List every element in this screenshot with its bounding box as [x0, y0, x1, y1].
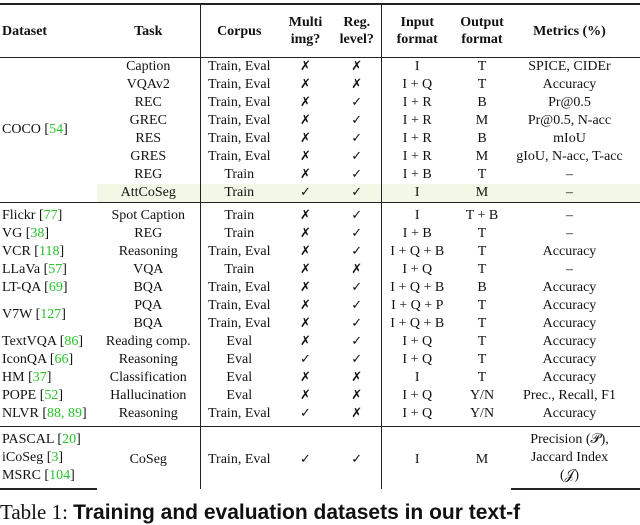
check-icon: ✓: [351, 280, 363, 295]
metrics-cell: –: [511, 203, 640, 226]
region-level-mark: [333, 184, 381, 203]
output-format-cell: Y/N: [469, 406, 495, 421]
dataset-name: iCoSeg: [2, 450, 44, 465]
multi-img-mark: [278, 387, 333, 405]
corpus-cell: Train: [224, 226, 255, 241]
cross-icon: ✗: [351, 406, 363, 421]
region-level-mark: [333, 76, 381, 94]
task-cell: BQA: [97, 279, 200, 297]
input-format-cell: I + Q + B: [390, 316, 445, 331]
check-icon: ✓: [300, 185, 311, 200]
check-icon: ✓: [351, 352, 363, 367]
metrics-cell: Accuracy: [542, 406, 597, 421]
output-format-cell: M: [453, 427, 511, 490]
input-format-cell: I + R: [402, 113, 432, 128]
region-level-mark: [333, 261, 381, 279]
multi-img-mark: [278, 333, 333, 351]
cross-icon: ✗: [300, 95, 311, 110]
output-format-cell: T + B: [453, 203, 511, 226]
dataset-name: TextVQA: [2, 334, 57, 349]
dataset-cell: TextVQA [86]: [2, 334, 84, 349]
cross-icon: ✗: [351, 262, 363, 277]
table-group: [0, 427, 640, 490]
output-format-cell: T: [477, 77, 487, 92]
corpus-cell: Train, Eval: [208, 298, 271, 313]
output-format-cell: T: [477, 316, 487, 331]
table-group: [0, 203, 640, 427]
table-row: [0, 333, 640, 351]
table-row: [0, 297, 640, 315]
dataset-name: HM: [2, 370, 25, 385]
multi-img-mark: [278, 148, 333, 166]
header-multi-line1: Multi: [288, 15, 323, 30]
cross-icon: ✗: [300, 370, 311, 385]
dataset-name: Flickr: [2, 208, 36, 223]
citation-link[interactable]: 20: [62, 432, 77, 447]
check-icon: ✓: [351, 244, 363, 259]
task-cell: GREC: [97, 112, 200, 130]
metrics-cell: Accuracy: [542, 370, 597, 385]
dataset-name: IconQA: [2, 352, 47, 367]
task-cell: Caption: [97, 58, 200, 77]
check-icon: ✓: [351, 185, 363, 200]
metrics-cell: Accuracy: [542, 334, 597, 349]
dataset-cell: HM [37]: [2, 370, 52, 385]
output-format-cell: M: [475, 149, 489, 164]
table-row: [0, 243, 640, 261]
header-input-format: [381, 4, 453, 58]
dataset-cell: MSRC [104]: [0, 467, 97, 489]
dataset-name: MSRC: [2, 468, 41, 483]
task-cell: GRES: [97, 148, 200, 166]
input-format-cell: I: [414, 370, 420, 385]
task-cell: REG: [97, 166, 200, 184]
task-cell: PQA: [97, 297, 200, 315]
dataset-cell: iCoSeg [3]: [2, 450, 64, 465]
corpus-cell: Train, Eval: [208, 406, 271, 421]
output-format-cell: B: [477, 280, 487, 295]
cross-icon: ✗: [300, 316, 311, 331]
corpus-cell: Eval: [226, 370, 253, 385]
input-format-cell: I: [414, 59, 420, 74]
dataset-cell: VCR [118]: [2, 244, 65, 259]
cross-icon: ✗: [300, 167, 311, 182]
multi-img-mark: [278, 297, 333, 315]
region-level-mark: [333, 243, 381, 261]
region-level-mark: [333, 333, 381, 351]
region-level-mark: [333, 351, 381, 369]
cross-icon: ✗: [300, 262, 311, 277]
dataset-name: PASCAL: [2, 432, 54, 447]
check-icon: ✓: [351, 334, 363, 349]
citation-link[interactable]: 104: [49, 468, 71, 483]
metrics-cell: Accuracy: [542, 280, 597, 295]
metrics-cell: Precision (𝒫),: [511, 427, 640, 450]
table-row: [0, 351, 640, 369]
metrics-cell: Prec., Recall, F1: [523, 388, 616, 403]
citation-link[interactable]: 127: [40, 307, 62, 322]
region-level-mark: [333, 112, 381, 130]
corpus-cell: Train: [224, 167, 255, 182]
header-metrics: Metrics (%): [511, 4, 640, 58]
check-icon: ✓: [351, 452, 363, 467]
region-level-mark: [333, 148, 381, 166]
dataset-cell: NLVR [88, 89]: [2, 406, 87, 421]
task-cell: CoSeg: [97, 427, 200, 490]
multi-img-mark: [278, 130, 333, 148]
multi-img-mark: [278, 369, 333, 387]
dataset-name: LT-QA: [2, 280, 41, 295]
metrics-cell: Accuracy: [542, 298, 597, 313]
citation-link[interactable]: 57: [48, 262, 63, 277]
corpus-cell: Eval: [226, 352, 253, 367]
dataset-name: COCO: [2, 122, 41, 137]
caption-label: Table 1:: [0, 500, 68, 524]
multi-img-mark: [278, 405, 333, 427]
metrics-cell: Accuracy: [542, 352, 597, 367]
citation-link[interactable]: 3: [51, 450, 59, 465]
metrics-cell: –: [566, 167, 573, 182]
citation-link[interactable]: 69: [48, 280, 63, 295]
corpus-cell: Train, Eval: [208, 113, 271, 128]
dataset-cell: IconQA [66]: [2, 352, 74, 367]
corpus-cell: Train, Eval: [208, 131, 271, 146]
dataset-cell: POPE [52]: [2, 388, 64, 403]
multi-img-mark: [278, 184, 333, 203]
check-icon: ✓: [351, 208, 363, 223]
output-format-cell: B: [477, 131, 487, 146]
input-format-cell: I: [381, 203, 453, 226]
multi-img-mark: [278, 279, 333, 297]
table-row: [0, 279, 640, 297]
region-level-mark: [333, 203, 381, 226]
region-level-mark: [333, 387, 381, 405]
output-format-cell: B: [477, 95, 487, 110]
task-cell: REC: [97, 94, 200, 112]
check-icon: ✓: [300, 406, 311, 421]
table-row: [0, 261, 640, 279]
header-task: Task: [97, 4, 200, 58]
corpus-cell: Train, Eval: [208, 77, 271, 92]
input-format-cell: I + Q + P: [391, 298, 444, 313]
cross-icon: ✗: [300, 388, 311, 403]
task-cell: Spot Caption: [97, 203, 200, 226]
corpus-cell: Train: [200, 203, 278, 226]
output-format-cell: T: [477, 370, 487, 385]
region-level-mark: [333, 279, 381, 297]
corpus-cell: Train, Eval: [208, 59, 271, 74]
metrics-cell: Jaccard Index: [530, 450, 609, 465]
input-format-cell: I: [381, 427, 453, 490]
metrics-cell: Pr@0.5: [548, 95, 591, 110]
multi-img-mark: [278, 76, 333, 94]
cross-icon: ✗: [300, 280, 311, 295]
check-icon: ✓: [300, 452, 311, 467]
corpus-cell: Eval: [226, 334, 253, 349]
output-format-cell: T: [477, 298, 487, 313]
table-row: [0, 225, 640, 243]
cross-icon: ✗: [300, 77, 311, 92]
citation-link[interactable]: 86: [64, 334, 79, 349]
header-output-line2: format: [461, 32, 503, 47]
header-multi-line2: img?: [290, 32, 321, 47]
citation-link[interactable]: 118: [38, 244, 60, 259]
header-input-line1: Input: [400, 15, 434, 30]
task-cell: Reading comp.: [97, 333, 200, 351]
cross-icon: ✗: [300, 244, 311, 259]
output-format-cell: Y/N: [469, 388, 495, 403]
cross-icon: ✗: [351, 388, 363, 403]
metrics-cell: –: [566, 226, 573, 241]
cross-icon: ✗: [351, 370, 363, 385]
task-cell: REG: [97, 225, 200, 243]
output-format-cell: M: [475, 113, 489, 128]
cross-icon: ✗: [300, 334, 311, 349]
dataset-name: LLaVa: [2, 262, 41, 277]
dataset-name: V7W: [2, 307, 33, 322]
region-level-mark: [333, 405, 381, 427]
check-icon: ✓: [351, 226, 363, 241]
corpus-cell: Train, Eval: [200, 427, 278, 490]
input-format-cell: I + B: [402, 226, 432, 241]
region-level-mark: [333, 225, 381, 243]
task-cell: AttCoSeg: [97, 184, 200, 203]
input-format-cell: I + Q: [402, 77, 433, 92]
cross-icon: ✗: [300, 298, 311, 313]
region-level-mark: [333, 130, 381, 148]
cross-icon: ✗: [300, 226, 311, 241]
corpus-cell: Train: [200, 184, 278, 203]
table-row: [0, 369, 640, 387]
metrics-cell: Accuracy: [542, 77, 597, 92]
task-cell: Classification: [97, 369, 200, 387]
metrics-cell: Accuracy: [542, 244, 597, 259]
region-level-mark: [333, 94, 381, 112]
check-icon: ✓: [300, 352, 311, 367]
multi-img-mark: [278, 225, 333, 243]
task-cell: Hallucination: [97, 387, 200, 405]
input-format-cell: I + R: [402, 95, 432, 110]
check-icon: ✓: [351, 113, 363, 128]
dataset-cell: Flickr [77]: [0, 203, 97, 226]
citation-link[interactable]: 52: [44, 388, 59, 403]
check-icon: ✓: [351, 149, 363, 164]
dataset-name: NLVR: [2, 406, 39, 421]
dataset-name: VG: [2, 226, 23, 241]
output-format-cell: T: [477, 244, 487, 259]
table-row: [0, 387, 640, 405]
corpus-cell: Train, Eval: [208, 149, 271, 164]
caption-title: Training and evaluation datasets in our text-f: [73, 501, 521, 524]
input-format-cell: I + Q: [402, 334, 433, 349]
metrics-cell: Pr@0.5, N-acc: [527, 113, 612, 128]
table-row: [0, 58, 640, 77]
output-format-cell: T: [477, 226, 487, 241]
cross-icon: ✗: [300, 59, 311, 74]
multi-img-mark: [278, 94, 333, 112]
citation-link[interactable]: 88, 89: [47, 406, 82, 421]
corpus-cell: Train, Eval: [208, 244, 271, 259]
corpus-cell: Train: [224, 262, 255, 277]
header-input-line2: format: [396, 32, 438, 47]
citation-link[interactable]: 66: [54, 352, 69, 367]
header-corpus: Corpus: [200, 4, 278, 58]
cross-icon: ✗: [351, 59, 363, 74]
table-row: [0, 203, 640, 226]
dataset-cell: LT-QA [69]: [2, 280, 68, 295]
task-cell: RES: [97, 130, 200, 148]
task-cell: BQA: [97, 315, 200, 333]
metrics-cell: –: [566, 262, 573, 277]
cross-icon: ✗: [351, 77, 363, 92]
citation-link[interactable]: 77: [43, 208, 58, 223]
check-icon: ✓: [351, 298, 363, 313]
task-cell: VQAv2: [97, 76, 200, 94]
cross-icon: ✗: [300, 131, 311, 146]
table-row: [0, 427, 640, 450]
table-group: [0, 58, 640, 203]
citation-link[interactable]: 37: [32, 370, 47, 385]
output-format-cell: T: [477, 352, 487, 367]
input-format-cell: I + R: [402, 149, 432, 164]
corpus-cell: Train, Eval: [208, 95, 271, 110]
output-format-cell: M: [453, 184, 511, 203]
header-reg-line2: level?: [339, 32, 374, 47]
multi-img-mark: [278, 112, 333, 130]
dataset-cell: V7W [127]: [2, 307, 66, 322]
multi-img-mark: [278, 243, 333, 261]
cross-icon: ✗: [300, 113, 311, 128]
metrics-cell: (𝒥): [511, 467, 640, 489]
header-output-line1: Output: [460, 15, 504, 30]
cross-icon: ✗: [300, 149, 311, 164]
check-icon: ✓: [351, 316, 363, 331]
dataset-name: VCR: [2, 244, 31, 259]
metrics-cell: gIoU, N-acc, T-acc: [516, 149, 623, 164]
dataset-name: POPE: [2, 388, 37, 403]
input-format-cell: I + Q: [402, 262, 433, 277]
header-output-format: [453, 4, 511, 58]
region-level-mark: [333, 166, 381, 184]
header-reg-level: [333, 4, 381, 58]
input-format-cell: I + Q: [402, 352, 433, 367]
dataset-cell: COCO [54]: [2, 122, 68, 137]
dataset-cell: LLaVa [57]: [2, 262, 67, 277]
check-icon: ✓: [351, 167, 363, 182]
check-icon: ✓: [351, 95, 363, 110]
metrics-cell: mIoU: [553, 131, 586, 146]
corpus-cell: Eval: [226, 388, 253, 403]
multi-img-mark: [278, 166, 333, 184]
table-row: [0, 405, 640, 427]
header-dataset: Dataset: [0, 4, 97, 58]
multi-img-mark: [278, 261, 333, 279]
region-level-mark: [333, 315, 381, 333]
citation-link[interactable]: 54: [49, 122, 64, 137]
region-level-mark: [333, 297, 381, 315]
header-row: [0, 4, 640, 58]
dataset-cell: VG [38]: [2, 226, 50, 241]
task-cell: VQA: [97, 261, 200, 279]
region-level-mark: [333, 427, 381, 490]
multi-img-mark: [278, 427, 333, 490]
output-format-cell: T: [477, 334, 487, 349]
multi-img-mark: [278, 58, 333, 77]
output-format-cell: T: [477, 59, 487, 74]
region-level-mark: [333, 58, 381, 77]
input-format-cell: I + Q + B: [390, 280, 445, 295]
dataset-cell: PASCAL [20]: [0, 427, 97, 450]
multi-img-mark: [278, 315, 333, 333]
corpus-cell: Train, Eval: [208, 316, 271, 331]
cross-icon: ✗: [300, 208, 311, 223]
metrics-cell: SPICE, CIDEr: [528, 59, 611, 74]
input-format-cell: I + R: [402, 131, 432, 146]
citation-link[interactable]: 38: [30, 226, 45, 241]
metrics-cell: –: [511, 184, 640, 203]
multi-img-mark: [278, 203, 333, 226]
task-cell: Reasoning: [97, 405, 200, 427]
header-multi-img: [278, 4, 333, 58]
header-reg-line1: Reg.: [343, 15, 371, 30]
task-cell: Reasoning: [97, 351, 200, 369]
check-icon: ✓: [351, 131, 363, 146]
output-format-cell: T: [477, 167, 487, 182]
region-level-mark: [333, 369, 381, 387]
input-format-cell: I + Q: [402, 406, 433, 421]
metrics-cell: Accuracy: [542, 316, 597, 331]
input-format-cell: I + B: [402, 167, 432, 182]
input-format-cell: I + Q: [402, 388, 433, 403]
input-format-cell: I + Q + B: [390, 244, 445, 259]
corpus-cell: Train, Eval: [208, 280, 271, 295]
datasets-table: [0, 3, 640, 490]
output-format-cell: T: [477, 262, 487, 277]
multi-img-mark: [278, 351, 333, 369]
input-format-cell: I: [381, 184, 453, 203]
task-cell: Reasoning: [97, 243, 200, 261]
